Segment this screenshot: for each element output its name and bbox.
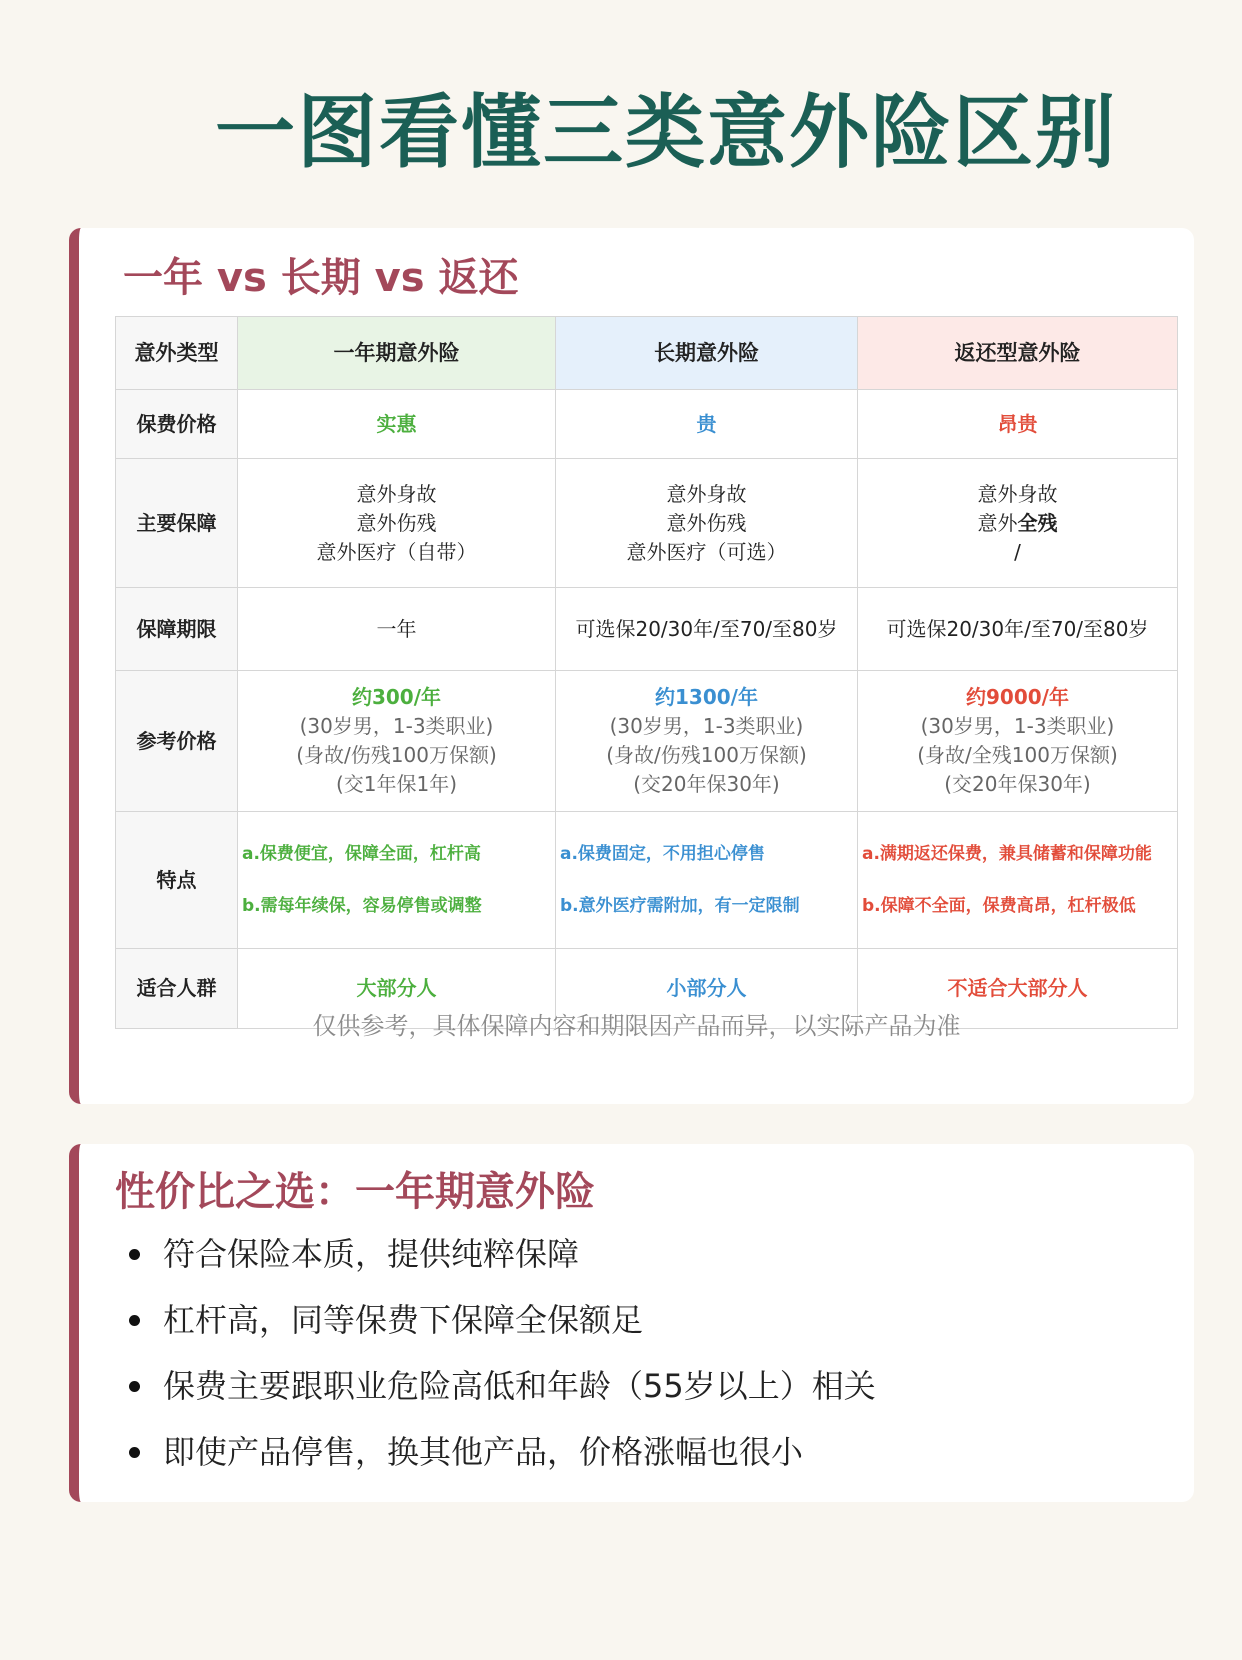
- ref-price-note: (身故/伤残100万保额): [296, 743, 497, 767]
- table-row-features: [116, 812, 1178, 949]
- feature-item: a.保费便宜，保障全面，杠杆高: [242, 844, 481, 864]
- price-level-one-year: 实惠: [238, 390, 556, 459]
- coverage-one-year: [238, 459, 556, 588]
- page-title: 一图看懂三类意外险区别: [215, 86, 1117, 179]
- recommendation-title: 性价比之选：一年期意外险: [115, 1169, 595, 1215]
- ref-price-note: (30岁男，1-3类职业): [920, 714, 1115, 738]
- feature-item: b.保障不全面，保费高昂，杠杆极低: [862, 896, 1136, 916]
- bullet-dot-icon: [129, 1381, 140, 1392]
- list-item: [127, 1430, 876, 1474]
- ref-price-note: (30岁男，1-3类职业): [299, 714, 494, 738]
- coverage-return: [858, 459, 1178, 588]
- features-return: [858, 812, 1178, 949]
- coverage-line: 意外身故: [666, 481, 747, 506]
- feature-item: b.意外医疗需附加，有一定限制: [560, 896, 800, 916]
- coverage-line: [858, 509, 1177, 538]
- coverage-line: 意外身故: [356, 481, 437, 506]
- price-level-long-term: 贵: [556, 390, 858, 459]
- coverage-long-term: [556, 459, 858, 588]
- coverage-line: 意外医疗（可选）: [626, 539, 787, 564]
- coverage-line: /: [1014, 539, 1021, 564]
- table-row-term: [116, 588, 1178, 671]
- ref-price-long-term: [556, 671, 858, 812]
- comparison-table: [115, 316, 1178, 1029]
- features-one-year: [238, 812, 556, 949]
- bullet-dot-icon: [129, 1249, 140, 1260]
- ref-price-value: 约9000/年: [966, 685, 1069, 709]
- coverage-line: 意外伤残: [356, 510, 437, 535]
- coverage-line: 意外伤残: [666, 510, 747, 535]
- price-level-return: 昂贵: [858, 390, 1178, 459]
- ref-price-note: (交20年保30年): [944, 772, 1091, 796]
- feature-item: a.保费固定，不用担心停售: [560, 844, 765, 864]
- coverage-line: 意外身故: [977, 481, 1058, 506]
- term-long-term: 可选保20/30年/至70/至80岁: [556, 588, 858, 671]
- bullet-dot-icon: [129, 1315, 140, 1326]
- ref-price-note: (交1年保1年): [335, 772, 458, 796]
- recommendation-card: [69, 1144, 1194, 1502]
- audience-one-year: 大部分人: [238, 949, 556, 1029]
- coverage-prefix: 意外: [977, 510, 1018, 535]
- ref-price-return: [858, 671, 1178, 812]
- comparison-card: [69, 228, 1194, 1104]
- coverage-line: 意外医疗（自带）: [316, 539, 477, 564]
- table-row-price-level: [116, 390, 1178, 459]
- row-label-term: 保障期限: [116, 588, 238, 671]
- list-item-text: 杠杆高，同等保费下保障全保额足: [163, 1301, 644, 1339]
- row-label-audience: 适合人群: [116, 949, 238, 1029]
- ref-price-note: (身故/伤残100万保额): [606, 743, 807, 767]
- ref-price-value: 约300/年: [351, 685, 442, 709]
- list-item-text: 即使产品停售，换其他产品，价格涨幅也很小: [163, 1433, 804, 1471]
- ref-price-value: 约1300/年: [655, 685, 758, 709]
- row-label-coverage: 主要保障: [116, 459, 238, 588]
- term-one-year: 一年: [238, 588, 556, 671]
- list-item-text: 保费主要跟职业危险高低和年龄（55岁以上）相关: [163, 1367, 876, 1405]
- list-item: [127, 1364, 876, 1408]
- row-label-features: 特点: [116, 812, 238, 949]
- list-item-text: 符合保险本质，提供纯粹保障: [163, 1235, 580, 1273]
- header-one-year: 一年期意外险: [238, 317, 556, 390]
- row-label-ref-price: 参考价格: [116, 671, 238, 812]
- feature-item: b.需每年续保，容易停售或调整: [242, 896, 482, 916]
- disclaimer-note: 仅供参考，具体保障内容和期限因产品而异，以实际产品为准: [312, 1012, 961, 1040]
- features-long-term: [556, 812, 858, 949]
- table-row-header: [116, 317, 1178, 390]
- coverage-bold: 全残: [1017, 510, 1058, 535]
- audience-return: 不适合大部分人: [858, 949, 1178, 1029]
- header-long-term: 长期意外险: [556, 317, 858, 390]
- header-type: 意外类型: [116, 317, 238, 390]
- ref-price-note: (30岁男，1-3类职业): [609, 714, 804, 738]
- row-label-price-level: 保费价格: [116, 390, 238, 459]
- ref-price-note: (交20年保30年): [633, 772, 780, 796]
- bullet-dot-icon: [129, 1447, 140, 1458]
- ref-price-one-year: [238, 671, 556, 812]
- list-item: [127, 1298, 876, 1342]
- list-item: [127, 1232, 876, 1276]
- header-return: 返还型意外险: [858, 317, 1178, 390]
- table-row-coverage: [116, 459, 1178, 588]
- table-row-ref-price: [116, 671, 1178, 812]
- comparison-title: 一年 vs 长期 vs 返还: [123, 255, 519, 301]
- recommendation-list: [127, 1232, 876, 1496]
- audience-long-term: 小部分人: [556, 949, 858, 1029]
- term-return: 可选保20/30年/至70/至80岁: [858, 588, 1178, 671]
- feature-item: a.满期返还保费，兼具储蓄和保障功能: [862, 844, 1152, 864]
- ref-price-note: (身故/全残100万保额): [917, 743, 1118, 767]
